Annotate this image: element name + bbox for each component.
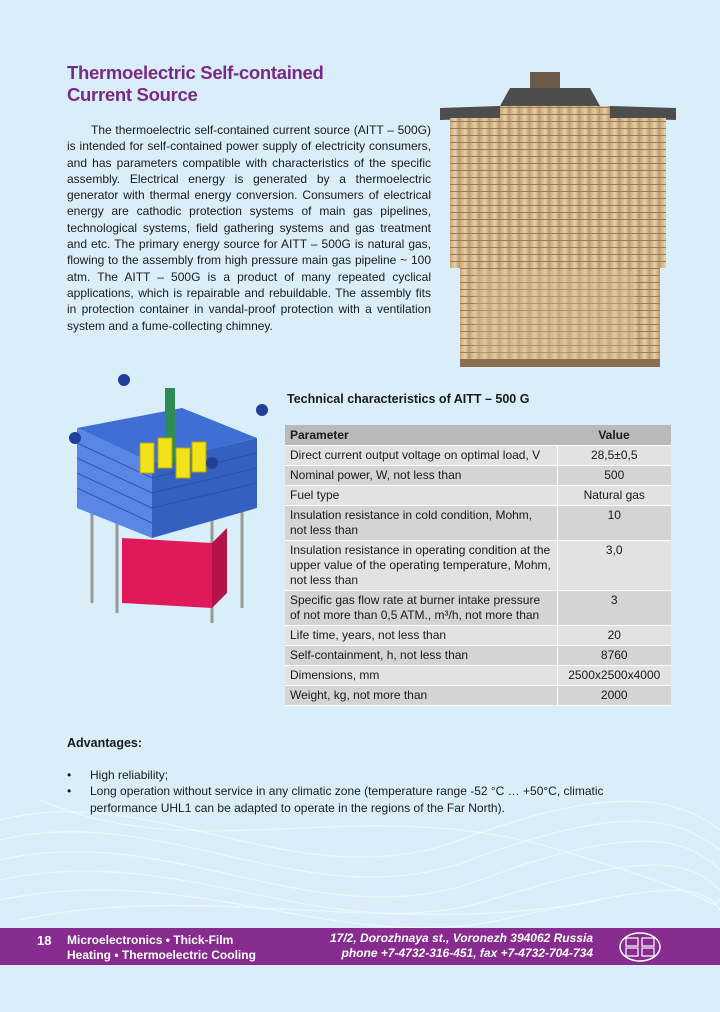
footer-address-line2: phone +7-4732-316-451, fax +7-4732-704-734: [341, 946, 593, 960]
product-photo: [440, 66, 676, 376]
footer-bar: [0, 928, 720, 965]
spec-table-title: Technical characteristics of AITT – 500 G: [287, 392, 530, 406]
spec-row: [285, 446, 671, 466]
spec-param: Self-containment, h, not less than: [285, 646, 557, 666]
advantage-item: • High reliability;: [67, 767, 627, 783]
spec-row: [285, 666, 671, 686]
spec-param: Weight, kg, not more than: [285, 686, 557, 706]
advantages-title: Advantages:: [67, 736, 143, 750]
spec-value: 8760: [557, 646, 671, 666]
spec-value: 500: [557, 466, 671, 486]
spec-value: 3,0: [557, 541, 671, 591]
spec-param: Insulation resistance in cold condition, Mohm, not less than: [285, 506, 557, 541]
spec-value: Natural gas: [557, 486, 671, 506]
assembly-3d-model: [62, 368, 277, 630]
spec-param: Fuel type: [285, 486, 557, 506]
spec-row: [285, 646, 671, 666]
spec-param: Specific gas flow rate at burner intake pressure of not more than 0,5 ATM., m³/h, not more than: [285, 591, 557, 626]
spec-row: [285, 466, 671, 486]
spec-value: 2500x2500x4000: [557, 666, 671, 686]
spec-param: Dimensions, mm: [285, 666, 557, 686]
footer-address: [300, 931, 593, 961]
spec-value: 28,5±0,5: [557, 446, 671, 466]
footer-slogan: [67, 933, 256, 963]
spec-row: [285, 626, 671, 646]
spec-value: 10: [557, 506, 671, 541]
page-number: 18: [37, 933, 52, 948]
spec-value: 2000: [557, 686, 671, 706]
spec-value: 3: [557, 591, 671, 626]
spec-row: [285, 686, 671, 706]
intro-paragraph: The thermoelectric self-contained current source (AITT – 500G) is intended for self-contained power supply of electricity consumers, and has parameters compatible with characteristics of the specific assembly. Electrical energy is generated by a thermoelectric generator with thermal energy conversion. Consumers of electrical energy are cathodic protection systems of main gas pipelines, technological systems, field gathering systems and gas treatment and etc. The primary energy source for AITT – 500G is natural gas, flowing to the assembly from high pressure main gas pipeline ~ 100 atm. The AITT – 500G is a product of many repeated cyclical applications, which is repairable and rebuildable. The assembly fits in protection container in vandal-proof protection with a ventilation system and a fume-collecting chimney.: [67, 123, 431, 333]
page-title-line2: Current Source: [67, 84, 198, 105]
advantage-item: • Long operation without service in any climatic zone (temperature range -52 °C … +50°C, climatic performance UHL1 can be adapted to operate in the regions of the Far North).: [67, 783, 627, 816]
spec-table: [285, 425, 671, 706]
advantages-list: [67, 767, 627, 816]
spec-header-param: Parameter: [285, 425, 557, 446]
spec-value: 20: [557, 626, 671, 646]
footer-slogan-line1: Microelectronics • Thick-Film: [67, 933, 234, 947]
spec-param: Nominal power, W, not less than: [285, 466, 557, 486]
spec-param: Insulation resistance in operating condition at the upper value of the operating temperature, Mohm, not less than: [285, 541, 557, 591]
spec-row: [285, 506, 671, 541]
spec-row: [285, 541, 671, 591]
spec-header-row: [285, 425, 671, 446]
page-title-line1: Thermoelectric Self-contained: [67, 62, 324, 83]
page-title: [67, 62, 324, 106]
spec-param: Direct current output voltage on optimal load, V: [285, 446, 557, 466]
spec-param: Life time, years, not less than: [285, 626, 557, 646]
footer-address-line1: 17/2, Dorozhnaya st., Voronezh 394062 Russia: [330, 931, 593, 945]
spec-header-value: Value: [557, 425, 671, 446]
footer-slogan-line2: Heating • Thermoelectric Cooling: [67, 948, 256, 962]
spec-row: [285, 486, 671, 506]
company-logo: [619, 932, 661, 962]
spec-row: [285, 591, 671, 626]
